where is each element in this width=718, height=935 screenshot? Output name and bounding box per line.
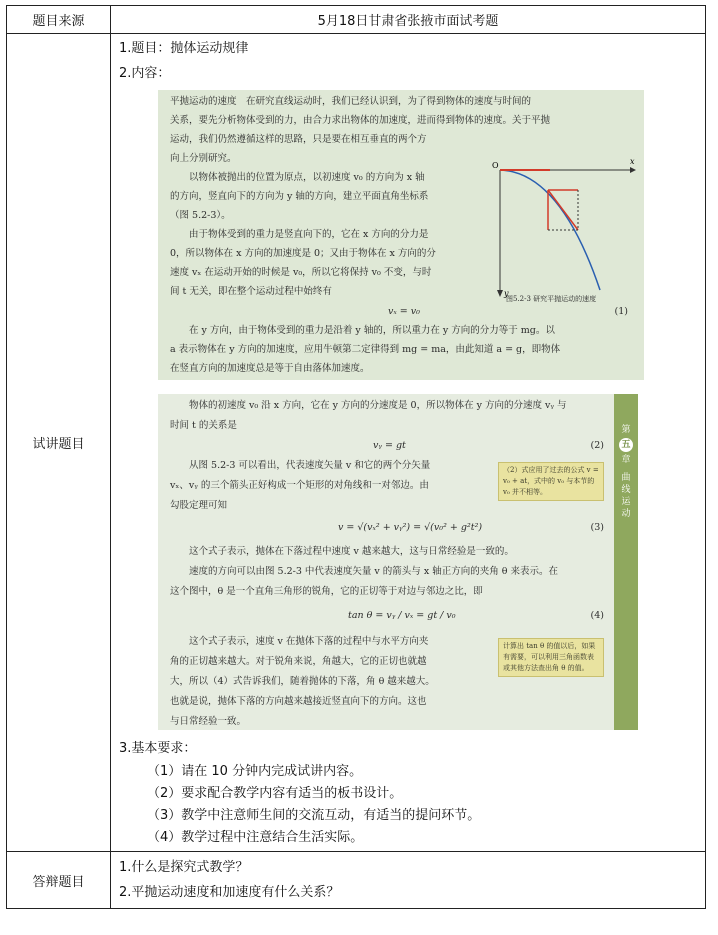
chapter-tab-char: 第	[621, 425, 631, 435]
img2-line: 也就是说，抛体下落的方向越来越接近竖直向下的方向。这也	[170, 696, 427, 707]
img2-text-a	[170, 396, 610, 436]
img1-line: 的方向，竖直向下的方向为 y 轴的方向，建立平面直角坐标系	[170, 191, 429, 202]
exam-table	[6, 5, 706, 909]
img2-line: 速度的方向可以由图 5.2-3 中代表速度矢量 v 的箭头与 x 轴正方向的夹角 θ 来表示。在	[170, 566, 558, 577]
requirement-item: （1）请在 10 分钟内完成试讲内容。	[147, 764, 363, 779]
img1-line: 平抛运动的速度 在研究直线运动时，我们已经认识到，为了得到物体的速度与时间的	[170, 96, 532, 107]
img2-line: 从图 5.2-3 可以看出，代表速度矢量 v 和它的两个分矢量	[170, 460, 431, 471]
img2-text-b	[170, 456, 490, 516]
side-note-2: 计算出 tan θ 的值以后，如果有需要，可以利用三角函数表或其他方法查出角 θ 的值。	[498, 638, 604, 677]
equation-1: vₓ = v₀	[388, 306, 420, 317]
source-label: 题目来源	[7, 6, 111, 34]
img1-line: 以物体被抛出的位置为原点，以初速度 v₀ 的方向为 x 轴	[170, 172, 425, 183]
img2-line: 这个式子表示，速度 v 在抛体下落的过程中与水平方向夹	[170, 636, 429, 647]
img1-text-2	[170, 321, 640, 378]
chapter-tab-char: 曲	[621, 473, 631, 483]
equation-2: vᵧ = gt	[373, 440, 406, 451]
defense-label: 答辩题目	[7, 852, 111, 909]
img2-text-d	[170, 632, 480, 730]
img2-text-c	[170, 542, 616, 602]
equation-1-number: (1)	[614, 306, 628, 317]
img1-line: （图 5.2-3）。	[170, 210, 231, 221]
img1-line: a 表示物体在 y 方向的加速度，应用牛顿第二定律得到 mg = ma，由此知道 a = g，即物体	[170, 344, 561, 355]
defense-row	[7, 852, 706, 909]
svg-text:y: y	[504, 289, 509, 298]
chapter-tab-char: 运	[621, 497, 631, 507]
chapter-tab-char: 线	[621, 485, 631, 495]
img2-line: 时间 t 的关系是	[170, 420, 237, 431]
img1-line: 关系，要先分析物体受到的力，由合力求出物体的加速度，进而得到物体的速度。关于平抛	[170, 115, 551, 126]
chapter-number: 五	[619, 438, 633, 452]
img1-line: 速度 vₓ 在运动开始的时候是 v₀，所以它将保持 v₀ 不变，与时	[170, 267, 432, 278]
img2-line: 与日常经验一致。	[170, 716, 247, 727]
content-label: 2.内容：	[119, 66, 171, 81]
trial-row	[7, 34, 706, 852]
img1-line: 由于物体受到的重力是竖直向下的，它在 x 方向的分力是	[170, 229, 429, 240]
svg-text:x: x	[630, 157, 635, 166]
chapter-tab-char: 章	[621, 455, 631, 465]
img2-line: 这个图中，θ 是一个直角三角形的锐角，它的正切等于对边与邻边之比，即	[170, 586, 483, 597]
source-value: 5月18日甘肃省张掖市面试考题	[111, 6, 706, 34]
header-row	[7, 6, 706, 34]
defense-content	[111, 852, 706, 909]
img1-line: 间 t 无关，即在整个运动过程中始终有	[170, 286, 332, 297]
equation-4-number: (4)	[590, 610, 604, 621]
topic-line: 1.题目：抛体运动规律	[119, 41, 249, 56]
img1-line: 在 y 方向，由于物体受到的重力是沿着 y 轴的，所以重力在 y 方向的分力等于 mg。以	[170, 325, 555, 336]
requirement-item: （4）教学过程中注意结合生活实际。	[147, 830, 364, 845]
chapter-tab	[614, 394, 638, 730]
side-note-1: （2）式应用了过去的公式 v = v₀ + at，式中的 v₀ 与本节的 v₀ 并不相等。	[498, 462, 604, 501]
defense-question: 1.什么是探究式教学？	[119, 860, 249, 875]
img1-line: 运动，我们仍然遵循这样的思路，只是要在相互垂直的两个方	[170, 134, 427, 145]
equation-3: v = √(vₓ² + vᵧ²) = √(v₀² + g²t²)	[338, 522, 483, 533]
img1-line: 向上分别研究。	[170, 153, 237, 164]
equation-4: tan θ = vᵧ / vₓ = gt / v₀	[348, 610, 456, 621]
svg-text:O: O	[492, 161, 499, 170]
equation-3-number: (3)	[590, 522, 604, 533]
requirement-item: （2）要求配合教学内容有适当的板书设计。	[147, 786, 403, 801]
img2-line: 勾股定理可知	[170, 500, 228, 511]
img1-line: 在竖直方向的加速度总是等于自由落体加速度。	[170, 363, 370, 374]
textbook-image-2	[158, 394, 638, 730]
img2-line: 大，所以（4）式告诉我们，随着抛体的下落，角 θ 越来越大。	[170, 676, 435, 687]
textbook-image-1	[158, 90, 644, 380]
trial-content	[111, 34, 706, 852]
requirement-item: （3）教学中注意师生间的交流互动，有适当的提问环节。	[147, 808, 481, 823]
img2-line: 这个式子表示，抛体在下落过程中速度 v 越来越大，这与日常经验是一致的。	[170, 546, 514, 557]
trial-label: 试讲题目	[7, 34, 111, 852]
projectile-figure	[490, 150, 638, 300]
defense-question: 2.平抛运动速度和加速度有什么关系？	[119, 885, 340, 900]
equation-2-number: (2)	[590, 440, 604, 451]
img2-line: 物体的初速度 v₀ 沿 x 方向，它在 y 方向的分速度是 0，所以物体在 y 方向的分速度 vᵧ 与	[170, 400, 567, 411]
requirements-title: 3.基本要求：	[119, 741, 197, 756]
figure-caption: 图5.2-3 研究平抛运动的速度	[506, 295, 597, 303]
chapter-tab-char: 动	[621, 509, 631, 519]
img2-line: vₓ、vᵧ 的三个箭头正好构成一个矩形的对角线和一对邻边。由	[170, 480, 429, 491]
img1-line: 0，所以物体在 x 方向的加速度是 0；又由于物体在 x 方向的分	[170, 248, 436, 259]
img2-line: 角的正切越来越大。对于锐角来说，角越大，它的正切也就越	[170, 656, 427, 667]
